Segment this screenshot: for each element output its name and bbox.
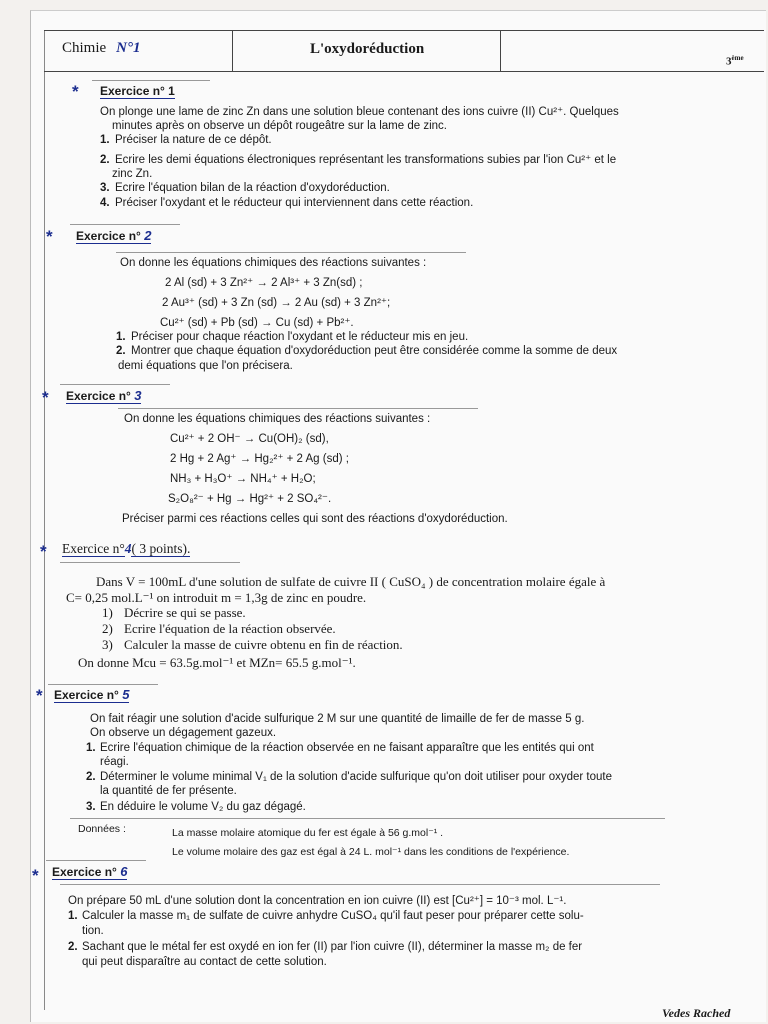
ex4-line: Dans V = 100mL d'une solution de sulfate de cuivre II ( CuSO₄ ) de concentration molaire égale à: [96, 574, 606, 589]
ex5-q3: En déduire le volume V₂ du gaz dégagé.: [100, 801, 306, 813]
ex4-q-num: 3): [102, 637, 113, 652]
subject-name: Chimie: [62, 40, 107, 56]
exercise-4-label: [62, 541, 190, 557]
ex1-q-num: 3.: [100, 182, 110, 194]
ex6-q1: Calculer la masse m₁ de sulfate de cuivre anhydre CuSO₄ qu'il faut peser pour préparer cette solu-: [82, 910, 584, 922]
ex2-q-num: 1.: [116, 331, 126, 343]
ex6-q1-cont: tion.: [82, 925, 104, 937]
level-number: 3: [726, 55, 732, 68]
header-divider: [232, 30, 233, 72]
ex5-q-num: 1.: [86, 742, 96, 754]
ex2-q1: Préciser pour chaque réaction l'oxydant et le réducteur mis en jeu.: [131, 331, 469, 343]
exercise-1-label: Exercice n° 1: [100, 84, 175, 98]
ex1-q-num: 2.: [100, 154, 110, 166]
ex5-data: Le volume molaire des gaz est égal à 24 L. mol⁻¹ dans les conditions de l'expérience.: [172, 846, 570, 858]
page-title: L'oxydoréduction: [310, 41, 425, 57]
ex1-q2: Ecrire les demi équations électroniques représentant les transformations subies par l'ion Cu²⁺ et le: [115, 154, 617, 166]
label-frame: [92, 80, 210, 81]
label-frame: [60, 384, 170, 385]
ex6-label-text: Exercice n°: [52, 865, 117, 879]
exercise-6-label: [52, 864, 127, 880]
ex4-label-text: Exercice n°: [62, 541, 125, 556]
ex1-q4: Préciser l'oxydant et le réducteur qui interviennent dans cette réaction.: [115, 197, 474, 209]
ex6-q-num: 2.: [68, 941, 78, 953]
ex3-equation: NH₃ + H₃O⁺ → NH₄⁺ + H₂O;: [170, 473, 316, 485]
ex1-q-num: 4.: [100, 197, 110, 209]
ex1-q2-cont: zinc Zn.: [112, 168, 153, 180]
section-frame: [60, 884, 660, 885]
header-divider: [500, 30, 501, 72]
level-suffix: ème: [731, 54, 744, 62]
label-frame: [70, 224, 180, 225]
ex3-equation: Cu²⁺ + 2 OH⁻ → Cu(OH)₂ (sd),: [170, 433, 329, 445]
ex3-question: Préciser parmi ces réactions celles qui sont des réactions d'oxydoréduction.: [122, 513, 508, 525]
class-level: [726, 54, 744, 68]
label-frame: [46, 860, 146, 861]
ex4-number: 4: [124, 541, 132, 556]
author-signature: Vedes Rached: [662, 1006, 731, 1020]
ex5-data: La masse molaire atomique du fer est égale à 56 g.mol⁻¹ .: [172, 827, 444, 839]
ex1-q-num: 1.: [100, 134, 110, 146]
ex5-q1-cont: réagi.: [100, 756, 129, 768]
ex2-intro: On donne les équations chimiques des réactions suivantes :: [120, 257, 427, 269]
ex3-intro: On donne les équations chimiques des réactions suivantes :: [124, 413, 431, 425]
ex3-number: 3: [134, 388, 142, 403]
ex2-q2-cont: demi équations que l'on précisera.: [118, 360, 293, 372]
star-mark: *: [42, 388, 49, 407]
ex1-text: On plonge une lame de zinc Zn dans une solution bleue contenant des ions cuivre (II) Cu²⁺. Quelques: [100, 106, 619, 118]
ex3-equation: S₂O₈²⁻ + Hg → Hg²⁺ + 2 SO₄²⁻.: [168, 493, 332, 505]
exercise-2-label: [76, 228, 151, 244]
ex5-line: On observe un dégagement gazeux.: [90, 727, 277, 739]
ex4-data: On donne Mcu = 63.5g.mol⁻¹ et MZn= 65.5 g.mol⁻¹.: [78, 655, 356, 670]
star-mark: *: [40, 542, 47, 561]
ex6-q-num: 1.: [68, 910, 78, 922]
ex6-number: 6: [120, 864, 128, 879]
ex2-label-text: Exercice n°: [76, 229, 141, 243]
ex6-line: On prépare 50 mL d'une solution dont la concentration en ion cuivre (II) est [Cu²⁺] = 10⁻³ mol. L⁻¹.: [68, 895, 567, 907]
section-frame: [60, 562, 240, 563]
section-frame: [116, 252, 466, 253]
ex4-line: C= 0,25 mol.L⁻¹ on introduit m = 1,3g de zinc en poudre.: [66, 590, 367, 605]
ex5-q-num: 2.: [86, 771, 96, 783]
exercise-5-label: [54, 687, 129, 703]
sheet-number: N°1: [116, 40, 141, 56]
ex1-q3: Ecrire l'équation bilan de la réaction d'oxydoréduction.: [115, 182, 390, 194]
ex2-q2: Montrer que chaque équation d'oxydoréduction peut être considérée comme la somme de deux: [131, 345, 618, 357]
ex5-q-num: 3.: [86, 801, 96, 813]
header-subject: [62, 40, 141, 57]
ex4-q-num: 2): [102, 621, 113, 636]
ex2-q-num: 2.: [116, 345, 126, 357]
data-frame: [70, 818, 665, 819]
exercise-3-label: [66, 388, 141, 404]
ex3-equation: 2 Hg + 2 Ag⁺ → Hg₂²⁺ + 2 Ag (sd) ;: [170, 453, 349, 465]
ex5-label-text: Exercice n°: [54, 688, 119, 702]
ex4-points: ( 3 points).: [131, 541, 191, 556]
ex1-text: minutes après on observe un dépôt rougeâtre sur la lame de zinc.: [112, 120, 447, 132]
ex2-equation: 2 Au³⁺ (sd) + 3 Zn (sd) → 2 Au (sd) + 3 Zn²⁺;: [162, 297, 391, 309]
ex4-q-num: 1): [102, 605, 113, 620]
section-frame: [118, 408, 478, 409]
star-mark: *: [32, 866, 39, 885]
margin-line: [44, 30, 45, 1010]
ex4-q3: Calculer la masse de cuivre obtenu en fin de réaction.: [124, 637, 403, 652]
ex4-q2: Ecrire l'équation de la réaction observée.: [124, 621, 336, 636]
ex5-line: On fait réagir une solution d'acide sulfurique 2 M sur une quantité de limaille de fer de masse 5 g.: [90, 713, 585, 725]
ex1-q1: Préciser la nature de ce dépôt.: [115, 134, 272, 146]
ex6-q2-cont: qui peut disparaître au contact de cette solution.: [82, 956, 327, 968]
star-mark: *: [72, 82, 79, 101]
ex3-label-text: Exercice n°: [66, 389, 131, 403]
star-mark: *: [46, 227, 53, 246]
ex4-q1: Décrire se qui se passe.: [124, 605, 246, 620]
star-mark: *: [36, 686, 43, 705]
ex6-q2: Sachant que le métal fer est oxydé en ion fer (II) par l'ion cuivre (II), déterminer la masse m₂ de fer: [82, 941, 583, 953]
label-frame: [48, 684, 158, 685]
ex2-equation: Cu²⁺ (sd) + Pb (sd) → Cu (sd) + Pb²⁺.: [160, 317, 354, 329]
ex2-equation: 2 Al (sd) + 3 Zn²⁺ → 2 Al³⁺ + 3 Zn(sd) ;: [165, 277, 363, 289]
ex5-number: 5: [122, 687, 130, 702]
ex5-q2: Déterminer le volume minimal V₁ de la solution d'acide sulfurique qu'on doit utiliser pour oxyder toute: [100, 771, 612, 783]
ex5-q2-cont: la quantité de fer présente.: [100, 785, 237, 797]
ex5-q1: Ecrire l'équation chimique de la réaction observée en ne faisant apparaître que les entités qui ont: [100, 742, 594, 754]
ex5-donnees: Données :: [78, 823, 126, 835]
ex2-number: 2: [144, 228, 152, 243]
